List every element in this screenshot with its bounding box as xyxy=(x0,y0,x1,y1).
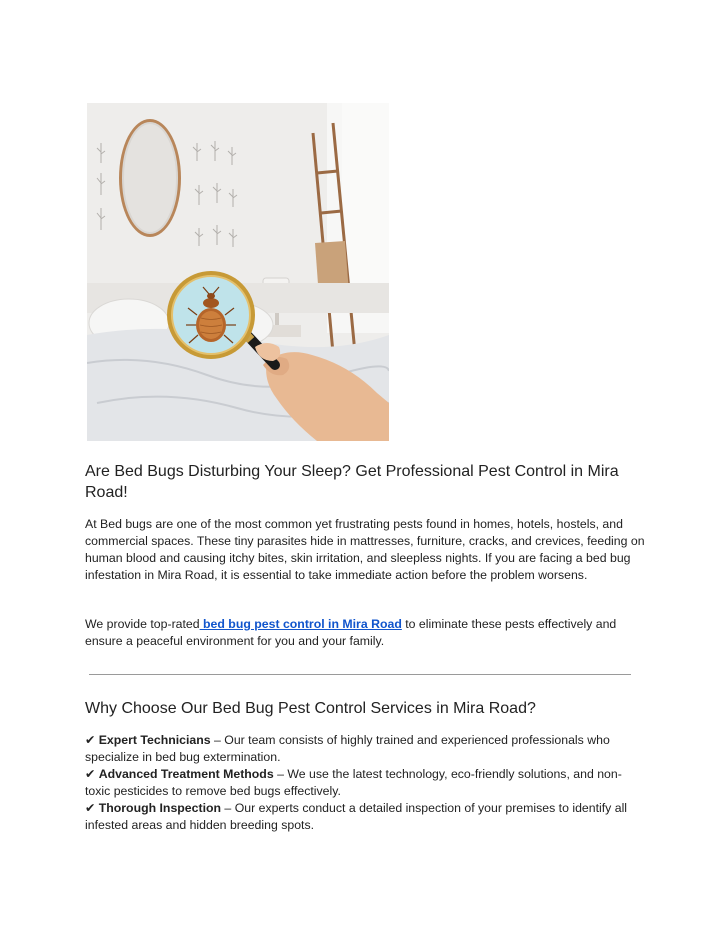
service-paragraph xyxy=(85,616,645,650)
list-item xyxy=(85,766,645,800)
list-item-text: – We use the latest technology, eco-friendly solutions, and non-toxic pesticides to remove bed bugs effectively. xyxy=(85,767,622,799)
service-paragraph-tail: to eliminate these pests effectively and ensure a peaceful environment for you and your family. xyxy=(85,617,617,649)
bedroom-bedbug-illustration xyxy=(87,103,389,441)
list-item-text: – Our team consists of highly trained and experienced professionals who specialize in bed bug extermination. xyxy=(85,733,610,765)
check-mark-icon: ✔ xyxy=(85,767,96,782)
bed-bug-pest-control-link[interactable]: bed bug pest control in Mira Road xyxy=(199,617,402,631)
benefits-list xyxy=(85,732,645,835)
list-item-title: Expert Technicians xyxy=(98,733,211,747)
hero-image xyxy=(87,103,389,441)
list-item xyxy=(85,732,645,766)
list-item xyxy=(85,800,645,834)
service-paragraph-lead: We provide top-rated xyxy=(85,617,200,631)
intro-heading: Are Bed Bugs Disturbing Your Sleep? Get Professional Pest Control in Mira Road! xyxy=(85,463,619,501)
list-item-title: Advanced Treatment Methods xyxy=(98,767,274,782)
list-item-text: – Our experts conduct a detailed inspection of your premises to identify all infested areas and hidden breeding spots. xyxy=(85,801,628,833)
section-divider xyxy=(89,674,631,675)
list-item-title: Thorough Inspection xyxy=(98,801,222,816)
check-mark-icon: ✔ xyxy=(85,801,96,816)
why-heading: Why Choose Our Bed Bug Pest Control Services in Mira Road? xyxy=(85,700,536,717)
check-mark-icon: ✔ xyxy=(85,733,96,747)
intro-paragraph: At Bed bugs are one of the most common yet frustrating pests found in homes, hotels, hostels, and commercial spaces. These tiny parasites hide in mattresses, furniture, cracks, and crevices, feeding on human blood and causing itchy bites, skin irritation, and sleepless nights. If you are facing a bed bug infestation in Mira Road, it is essential to take immediate action before the problem worsens. xyxy=(85,517,645,583)
